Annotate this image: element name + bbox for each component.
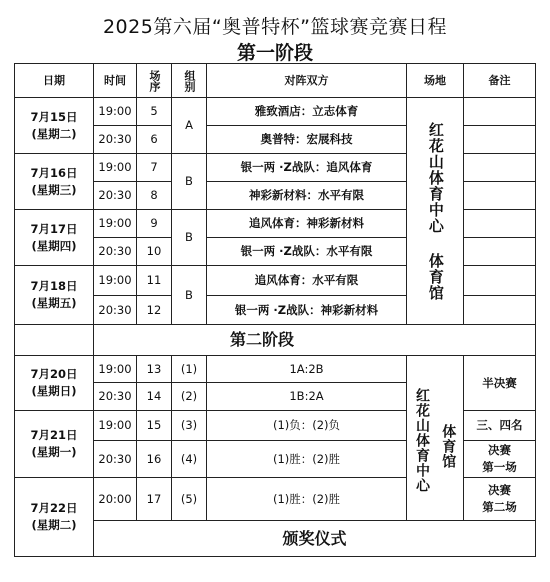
time-cell: 20:00 bbox=[93, 477, 137, 521]
group-cell: B bbox=[171, 265, 207, 325]
group-cell: (5) bbox=[171, 477, 207, 521]
notes-cell bbox=[463, 295, 536, 325]
matchup-cell: 银一两 ·Z战队：追风体育 bbox=[206, 153, 407, 182]
time-cell: 19:00 bbox=[93, 355, 137, 383]
date-cell: 7月18日 (星期五) bbox=[14, 265, 94, 325]
matchup-cell: 1A:2B bbox=[206, 355, 407, 383]
matchup-cell: 追风体育：神彩新材料 bbox=[206, 209, 407, 238]
group-cell: (4) bbox=[171, 440, 207, 478]
notes-cell: 决赛 第一场 bbox=[463, 440, 536, 478]
notes-cell bbox=[463, 125, 536, 154]
time-cell: 19:00 bbox=[93, 265, 137, 296]
date-cell: 7月21日 (星期一) bbox=[14, 410, 94, 478]
group-cell: B bbox=[171, 209, 207, 266]
date-cell: 7月20日 (星期日) bbox=[14, 355, 94, 411]
time-cell: 20:30 bbox=[93, 440, 137, 478]
time-cell: 20:30 bbox=[93, 237, 137, 266]
match-no-cell: 14 bbox=[136, 382, 172, 411]
match-no-cell: 10 bbox=[136, 237, 172, 266]
time-cell: 20:30 bbox=[93, 181, 137, 210]
venue-cell: 红花山体育中心 体育馆 bbox=[406, 355, 464, 521]
group-cell: (2) bbox=[171, 382, 207, 411]
stage-two-title: 第二阶段 bbox=[93, 324, 536, 356]
group-cell: (3) bbox=[171, 410, 207, 441]
matchup-cell: (1)胜：(2)胜 bbox=[206, 440, 407, 478]
time-cell: 19:00 bbox=[93, 410, 137, 441]
time-cell: 19:00 bbox=[93, 153, 137, 182]
match-no-cell: 5 bbox=[136, 97, 172, 126]
notes-cell bbox=[463, 209, 536, 238]
header-time: 时间 bbox=[93, 63, 137, 98]
matchup-cell: 神彩新材料：水平有限 bbox=[206, 181, 407, 210]
notes-cell bbox=[463, 153, 536, 182]
notes-cell: 决赛 第二场 bbox=[463, 477, 536, 521]
date-cell: 7月22日 (星期二) bbox=[14, 477, 94, 557]
header-matchup: 对阵双方 bbox=[206, 63, 407, 98]
venue-cell: 红花山体育中心 体育馆 bbox=[406, 97, 464, 325]
header-match-no: 场序 bbox=[136, 63, 172, 98]
notes-cell: 三、四名 bbox=[463, 410, 536, 441]
notes-cell bbox=[463, 181, 536, 210]
header-group: 组别 bbox=[171, 63, 207, 98]
header-date: 日期 bbox=[14, 63, 94, 98]
match-no-cell: 17 bbox=[136, 477, 172, 521]
ceremony-row: 颁奖仪式 bbox=[93, 520, 536, 557]
match-no-cell: 11 bbox=[136, 265, 172, 296]
time-cell: 20:30 bbox=[93, 125, 137, 154]
match-no-cell: 16 bbox=[136, 440, 172, 478]
header-venue: 场地 bbox=[406, 63, 464, 98]
header-notes: 备注 bbox=[463, 63, 536, 98]
match-no-cell: 9 bbox=[136, 209, 172, 238]
group-cell: A bbox=[171, 97, 207, 154]
match-no-cell: 12 bbox=[136, 295, 172, 325]
date-cell: 7月16日 (星期三) bbox=[14, 153, 94, 210]
notes-cell bbox=[463, 265, 536, 296]
date-cell: 7月17日 (星期四) bbox=[14, 209, 94, 266]
spacer-cell bbox=[14, 324, 94, 356]
time-cell: 19:00 bbox=[93, 97, 137, 126]
time-cell: 19:00 bbox=[93, 209, 137, 238]
matchup-cell: (1)负：(2)负 bbox=[206, 410, 407, 441]
stage-one-title: 第一阶段 bbox=[236, 42, 313, 64]
matchup-cell: (1)胜：(2)胜 bbox=[206, 477, 407, 521]
matchup-cell: 银一两 ·Z战队：神彩新材料 bbox=[206, 295, 407, 325]
group-cell: B bbox=[171, 153, 207, 210]
match-no-cell: 7 bbox=[136, 153, 172, 182]
match-no-cell: 8 bbox=[136, 181, 172, 210]
notes-cell bbox=[463, 237, 536, 266]
page-title: 2025第六届“奥普特杯”篮球赛竞赛日程 bbox=[102, 16, 448, 38]
group-cell: (1) bbox=[171, 355, 207, 383]
notes-cell bbox=[463, 97, 536, 126]
match-no-cell: 15 bbox=[136, 410, 172, 441]
matchup-cell: 追风体育：水平有限 bbox=[206, 265, 407, 296]
matchup-cell: 雅致酒店：立志体育 bbox=[206, 97, 407, 126]
matchup-cell: 奥普特：宏展科技 bbox=[206, 125, 407, 154]
match-no-cell: 13 bbox=[136, 355, 172, 383]
notes-cell: 半决赛 bbox=[463, 355, 536, 411]
date-cell: 7月15日 (星期二) bbox=[14, 97, 94, 154]
matchup-cell: 1B:2A bbox=[206, 382, 407, 411]
time-cell: 20:30 bbox=[93, 295, 137, 325]
match-no-cell: 6 bbox=[136, 125, 172, 154]
time-cell: 20:30 bbox=[93, 382, 137, 411]
matchup-cell: 银一两 ·Z战队：水平有限 bbox=[206, 237, 407, 266]
